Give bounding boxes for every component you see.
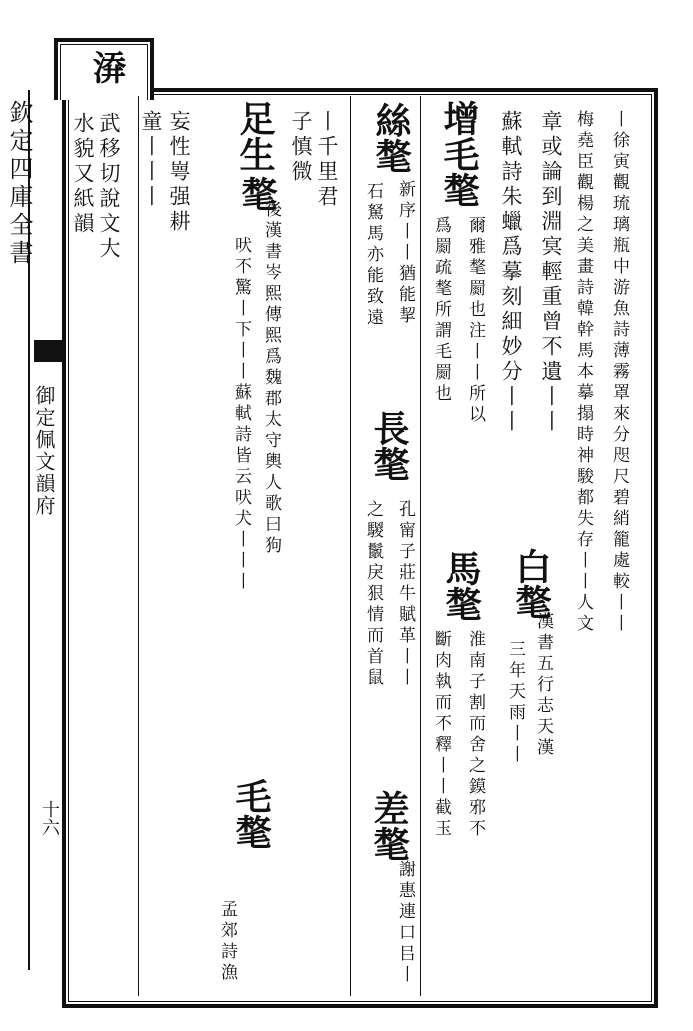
fish-tail-mark — [34, 340, 64, 362]
column-rule — [350, 96, 351, 996]
entry-heading: 長㲠 — [368, 410, 410, 482]
text-column: 新序丨丨猶能挈 — [395, 180, 415, 327]
text-column: 水貌又紙韻 — [71, 112, 95, 237]
entry-heading: 增毛㲠 — [438, 100, 480, 208]
text-column: 蘇軾詩朱蠟爲摹刻細妙分丨丨 — [499, 110, 523, 435]
entry-heading: 差㲠 — [368, 790, 410, 862]
text-column: 之騣鬛戾狠情而首鼠 — [363, 500, 383, 689]
entry-heading: 白㲠 — [510, 548, 552, 620]
text-column: 章或論到淵㝠輕重曾不遺丨丨 — [539, 110, 563, 435]
text-column: 孟郊詩漁 — [217, 900, 237, 984]
column-rule — [138, 96, 139, 996]
text-column: 丨千里君 — [315, 110, 339, 210]
text-column: 爲罽疏㲠所謂毛罽也 — [431, 216, 451, 405]
text-column: 淮南子割而舍之鏌邪不 — [465, 630, 485, 840]
page-frame-inner — [68, 94, 652, 1002]
entry-heading: 毛㲠 — [230, 778, 272, 850]
margin-book-title: 御定佩文韻府 — [32, 385, 56, 517]
text-column: 妄性㟧强耕 — [167, 110, 191, 235]
text-column: 丨徐寅觀琉璃瓶中游魚詩薄霧罩來分咫尺碧綃籠處較丨丨 — [609, 110, 629, 635]
entry-heading: 馬㲠 — [440, 550, 482, 622]
text-column: 後漢書岑熙傳熙爲魏郡太守輿人歌曰狗 — [261, 200, 281, 557]
text-column: 梅堯臣觀楊之美畫詩韓幹馬本摹搨時神駿都失存丨丨人文 — [573, 110, 593, 635]
text-column: 三年天雨丨丨 — [505, 640, 525, 766]
column-rule — [420, 96, 421, 996]
margin-title: 欽定四庫全書 — [5, 100, 33, 268]
text-column: 武移切說文大 — [97, 112, 121, 262]
entry-heading: 㲠 — [236, 176, 278, 212]
text-column: 斷肉執而不釋丨丨截玉 — [431, 630, 451, 840]
text-column: 謝惠連口㠯丨 — [395, 860, 415, 986]
text-column: 孔甯子莊牛賦革丨丨 — [395, 500, 415, 689]
text-column: 石駑馬亦能致遠 — [363, 182, 383, 329]
entry-heading: 足生 — [234, 100, 276, 172]
text-column: 吠不驚丨下丨丨蘇軾詩皆云吠犬丨丨丨 — [231, 236, 251, 593]
page-number: 十六 — [39, 800, 60, 836]
text-column: 爾雅㲠罽也注丨丨所以 — [465, 216, 485, 426]
entry-heading: 絲㲠 — [370, 102, 412, 174]
text-column: 子慎微 — [289, 110, 313, 185]
text-column: 童丨丨丨 — [139, 110, 163, 210]
head-character: 㴁 — [86, 50, 126, 84]
text-column: 漢書五行志天漢 — [533, 612, 553, 759]
